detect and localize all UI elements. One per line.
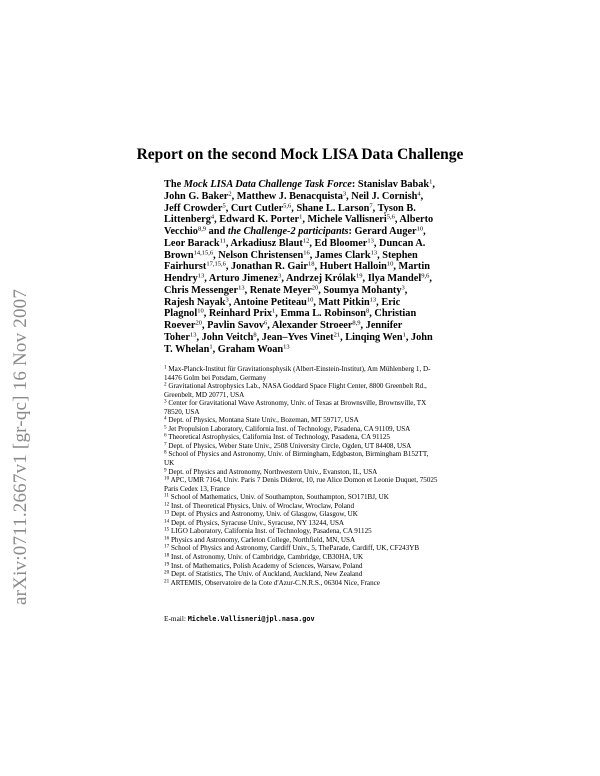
affiliation-item: $^8$ School of Physics and Astronomy, Univ. of Birmingham, Edgbaston, Birmingham B152TT, UK <box>164 449 429 468</box>
affiliation-item: $^{11}$ School of Mathematics, Univ. of Southampton, Southampton, SO171BJ, UK <box>164 492 389 502</box>
affiliation-item: $^1$ Max-Planck-Institut für Gravitationsphysik (Albert-Einstein-Institut), Am Mühlenberg 1, D-14476 Golm bei Potsdam, Germany <box>164 364 431 382</box>
email-label: E-mail: <box>164 614 186 623</box>
affiliation-item: $^{17}$ School of Physics and Astronomy, Cardiff Univ., 5, TheParade, Cardiff, UK, CF243YB <box>164 543 420 553</box>
author-list: The Mock LISA Data Challenge Task Force: Stanislav Babak$^1$, John G. Baker$^2$, Matthew J. Benacquista$^3$, Neil J. Cornish$^4$, Jeff Crowder$^5$, Curt Cutler$^{5,6}$, Shane L. Larson$^7$, Tyson B. Littenberg$^4$, Edward K. Porter$^1$, Michele Vallisneri$^{5,6}$, Alberto Vecchio$^{8,9}$ and the Challenge-2 participants: Gerard Auger$^{10}$, Leor Barack$^{11}$, Arkadiusz Blaut$^{12}$, Ed Bloomer$^{13}$, Duncan A. Brown$^{14,15,6}$, Nelson Christensen$^{16}$, James Clark$^{13}$, Stephen Fairhurst$^{17,15,6}$, Jonathan R. Gair$^{18}$, Hubert Halloin$^{10}$, Martin Hendry$^{13}$, Arturo Jimenez$^3$, Andrzej Królak$^{19}$, Ilya Mandel$^{9,6}$, Chris Messenger$^{13}$, Renate Meyer$^{20}$, Soumya Mohanty$^3$, Rajesh Nayak$^3$, Antoine Petiteau$^{10}$, Matt Pitkin$^{13}$, Eric Plagnol$^{10}$, Reinhard Prix$^1$, Emma L. Robinson$^8$, Christian Roever$^{20}$, Pavlin Savov$^6$, Alexander Stroeer$^{8,9}$, Jennifer Toher$^{13}$, John Veitch$^8$, Jean–Yves Vinet$^{21}$, Linqing Wen$^1$, John T. Whelan$^1$, Graham Woan$^{13}$ <box>164 178 435 355</box>
email-address[interactable]: Michele.Vallisneri@jpl.nasa.gov <box>187 615 315 623</box>
paper-title: Report on the second Mock LISA Data Challenge <box>136 146 464 163</box>
affiliation-item: $^2$ Gravitational Astrophysics Lab., NASA Goddard Space Flight Center, 8800 Greenbelt Rd., Greenbelt, MD 20771, USA <box>164 381 427 399</box>
affiliation-item: $^9$ Dept. of Physics and Astronomy, Northwestern Univ., Evanston, IL, USA <box>164 467 378 476</box>
affiliation-item: $^{12}$ Inst. of Theoretical Physics, Univ. of Wroclaw, Wroclaw, Poland <box>164 501 355 510</box>
affiliation-item: $^{15}$ LIGO Laboratory, California Inst. of Technology, Pasadena, CA 91125 <box>164 526 372 536</box>
affiliation-item: $^{13}$ Dept. of Physics and Astronomy, Univ. of Glasgow, Glasgow, UK <box>164 509 358 519</box>
affiliation-item: $^6$ Theoretical Astrophysics, California Inst. of Technology, Pasadena, CA 91125 <box>164 432 390 442</box>
arxiv-identifier: arXiv:0711.2667v1 [gr-qc] 16 Nov 2007 <box>10 288 31 605</box>
affiliation-item: $^4$ Dept. of Physics, Montana State Univ., Bozeman, MT 59717, USA <box>164 415 359 425</box>
affiliation-item: $^{16}$ Physics and Astronomy, Carleton College, Northfield, MN, USA <box>164 535 356 544</box>
affiliation-item: $^7$ Dept. of Physics, Weber State Univ., 2508 University Circle, Ogden, UT 84408, USA <box>164 441 412 450</box>
contact-email <box>164 614 315 623</box>
affiliation-list <box>164 365 440 587</box>
affiliation-item: $^{10}$ APC, UMR 7164, Univ. Paris 7 Denis Diderot, 10, rue Alice Domon et Leonie Duquet, 75025 Paris Cedex 13, France <box>164 475 438 493</box>
affiliation-item: $^3$ Center for Gravitational Wave Astronomy, Univ. of Texas at Brownsville, Brownsville, TX 78520, USA <box>164 398 427 416</box>
affiliation-item: $^{21}$ ARTEMIS, Observatoire de la Cote d'Azur-C.N.R.S., 06304 Nice, France <box>164 578 380 587</box>
affiliation-item: $^5$ Jet Propulsion Laboratory, California Inst. of Technology, Pasadena, CA 91109, USA <box>164 424 411 433</box>
affiliation-item: $^{14}$ Dept. of Physics, Syracuse Univ., Syracuse, NY 13244, USA <box>164 518 345 527</box>
affiliation-item: $^{18}$ Inst. of Astronomy, Univ. of Cambridge, Cambridge, CB30HA, UK <box>164 552 364 562</box>
affiliation-item: $^{19}$ Inst. of Mathematics, Polish Academy of Sciences, Warsaw, Poland <box>164 561 363 570</box>
affiliation-item: $^{20}$ Dept. of Statistics, The Univ. of Auckland, Auckland, New Zealand <box>164 569 363 579</box>
